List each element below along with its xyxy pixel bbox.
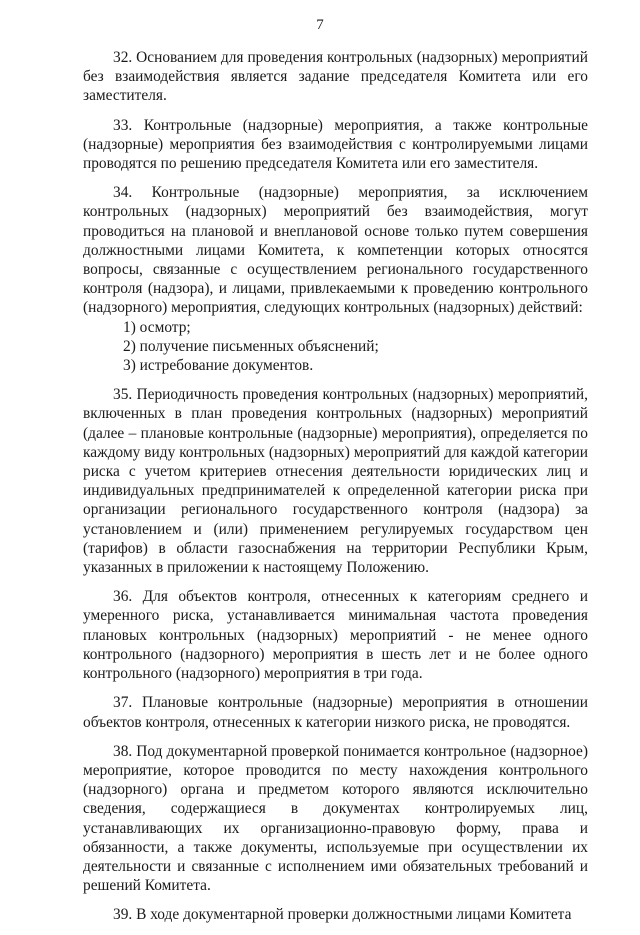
- paragraph-34: 34. Контрольные (надзорные) мероприятия, за исключением контрольных (надзорных) мероприятий без взаимодействия, могут проводиться на плановой и внеплановой основе только путем совершения должностными лицами Комитета, к компетенции которых относятся вопросы, связанные с осуществлением регионального государственного контроля (надзора), и лицами, привлекаемыми к проведению контрольного (надзорного) мероприятия, следующих контрольных (надзорных) действий:: [83, 184, 588, 317]
- paragraph-32: 32. Основанием для проведения контрольных (надзорных) мероприятий без взаимодействия является задание председателя Комитета или его заместителя.: [83, 49, 588, 105]
- list-item: 2) получение письменных объяснений;: [123, 337, 379, 355]
- paragraph-36: 36. Для объектов контроля, отнесенных к категориям среднего и умеренного риска, устанавливается минимальная частота проведения плановых контрольных (надзорных) мероприятий - не менее одного контрольного (надзорного) мероприятия в шесть лет и не более одного контрольного (надзорного) мероприятия в три года.: [83, 588, 588, 683]
- page-number: 7: [316, 17, 324, 33]
- paragraph-37: 37. Плановые контрольные (надзорные) мероприятия в отношении объектов контроля, отнесенных к категории низкого риска, не проводятся.: [83, 694, 588, 731]
- paragraph-35: 35. Периодичность проведения контрольных (надзорных) мероприятий, включенных в план проведения контрольных (надзорных) мероприятий (далее – плановые контрольные (надзорные) мероприятия), определяется по каждому виду контрольных (надзорных) мероприятий для каждой категории риска с учетом критериев отнесения деятельности юридических лиц и индивидуальных предпринимателей к определенной категории риска при организации регионального государственного контроля (надзора) за установлением и (или) применением регулируемых государством цен (тарифов) в области газоснабжения на территории Республики Крым, указанных в приложении к настоящему Положению.: [83, 386, 588, 577]
- paragraph-39: 39. В ходе документарной проверки должностными лицами Комитета: [113, 906, 572, 924]
- document-body: [83, 48, 588, 935]
- paragraph-33: 33. Контрольные (надзорные) мероприятия, а также контрольные (надзорные) мероприятия без взаимодействия с контролируемыми лицами проводятся по решению председателя Комитета или его заместителя.: [83, 116, 588, 173]
- list-item: 1) осмотр;: [123, 318, 191, 336]
- list-item: 3) истребование документов.: [123, 357, 314, 375]
- action-list: [83, 318, 588, 376]
- paragraph-38: 38. Под документарной проверкой понимается контрольное (надзорное) мероприятие, которое проводится по месту нахождения контрольного (надзорного) органа и предметом которого являются исключительно сведения, содержащиеся в документах контролируемых лиц, устанавливающих их организационно-правовую форму, права и обязанности, а также документы, используемые при осуществлении их деятельности и связанные с исполнением ими обязательных требований и решений Комитета.: [83, 742, 588, 895]
